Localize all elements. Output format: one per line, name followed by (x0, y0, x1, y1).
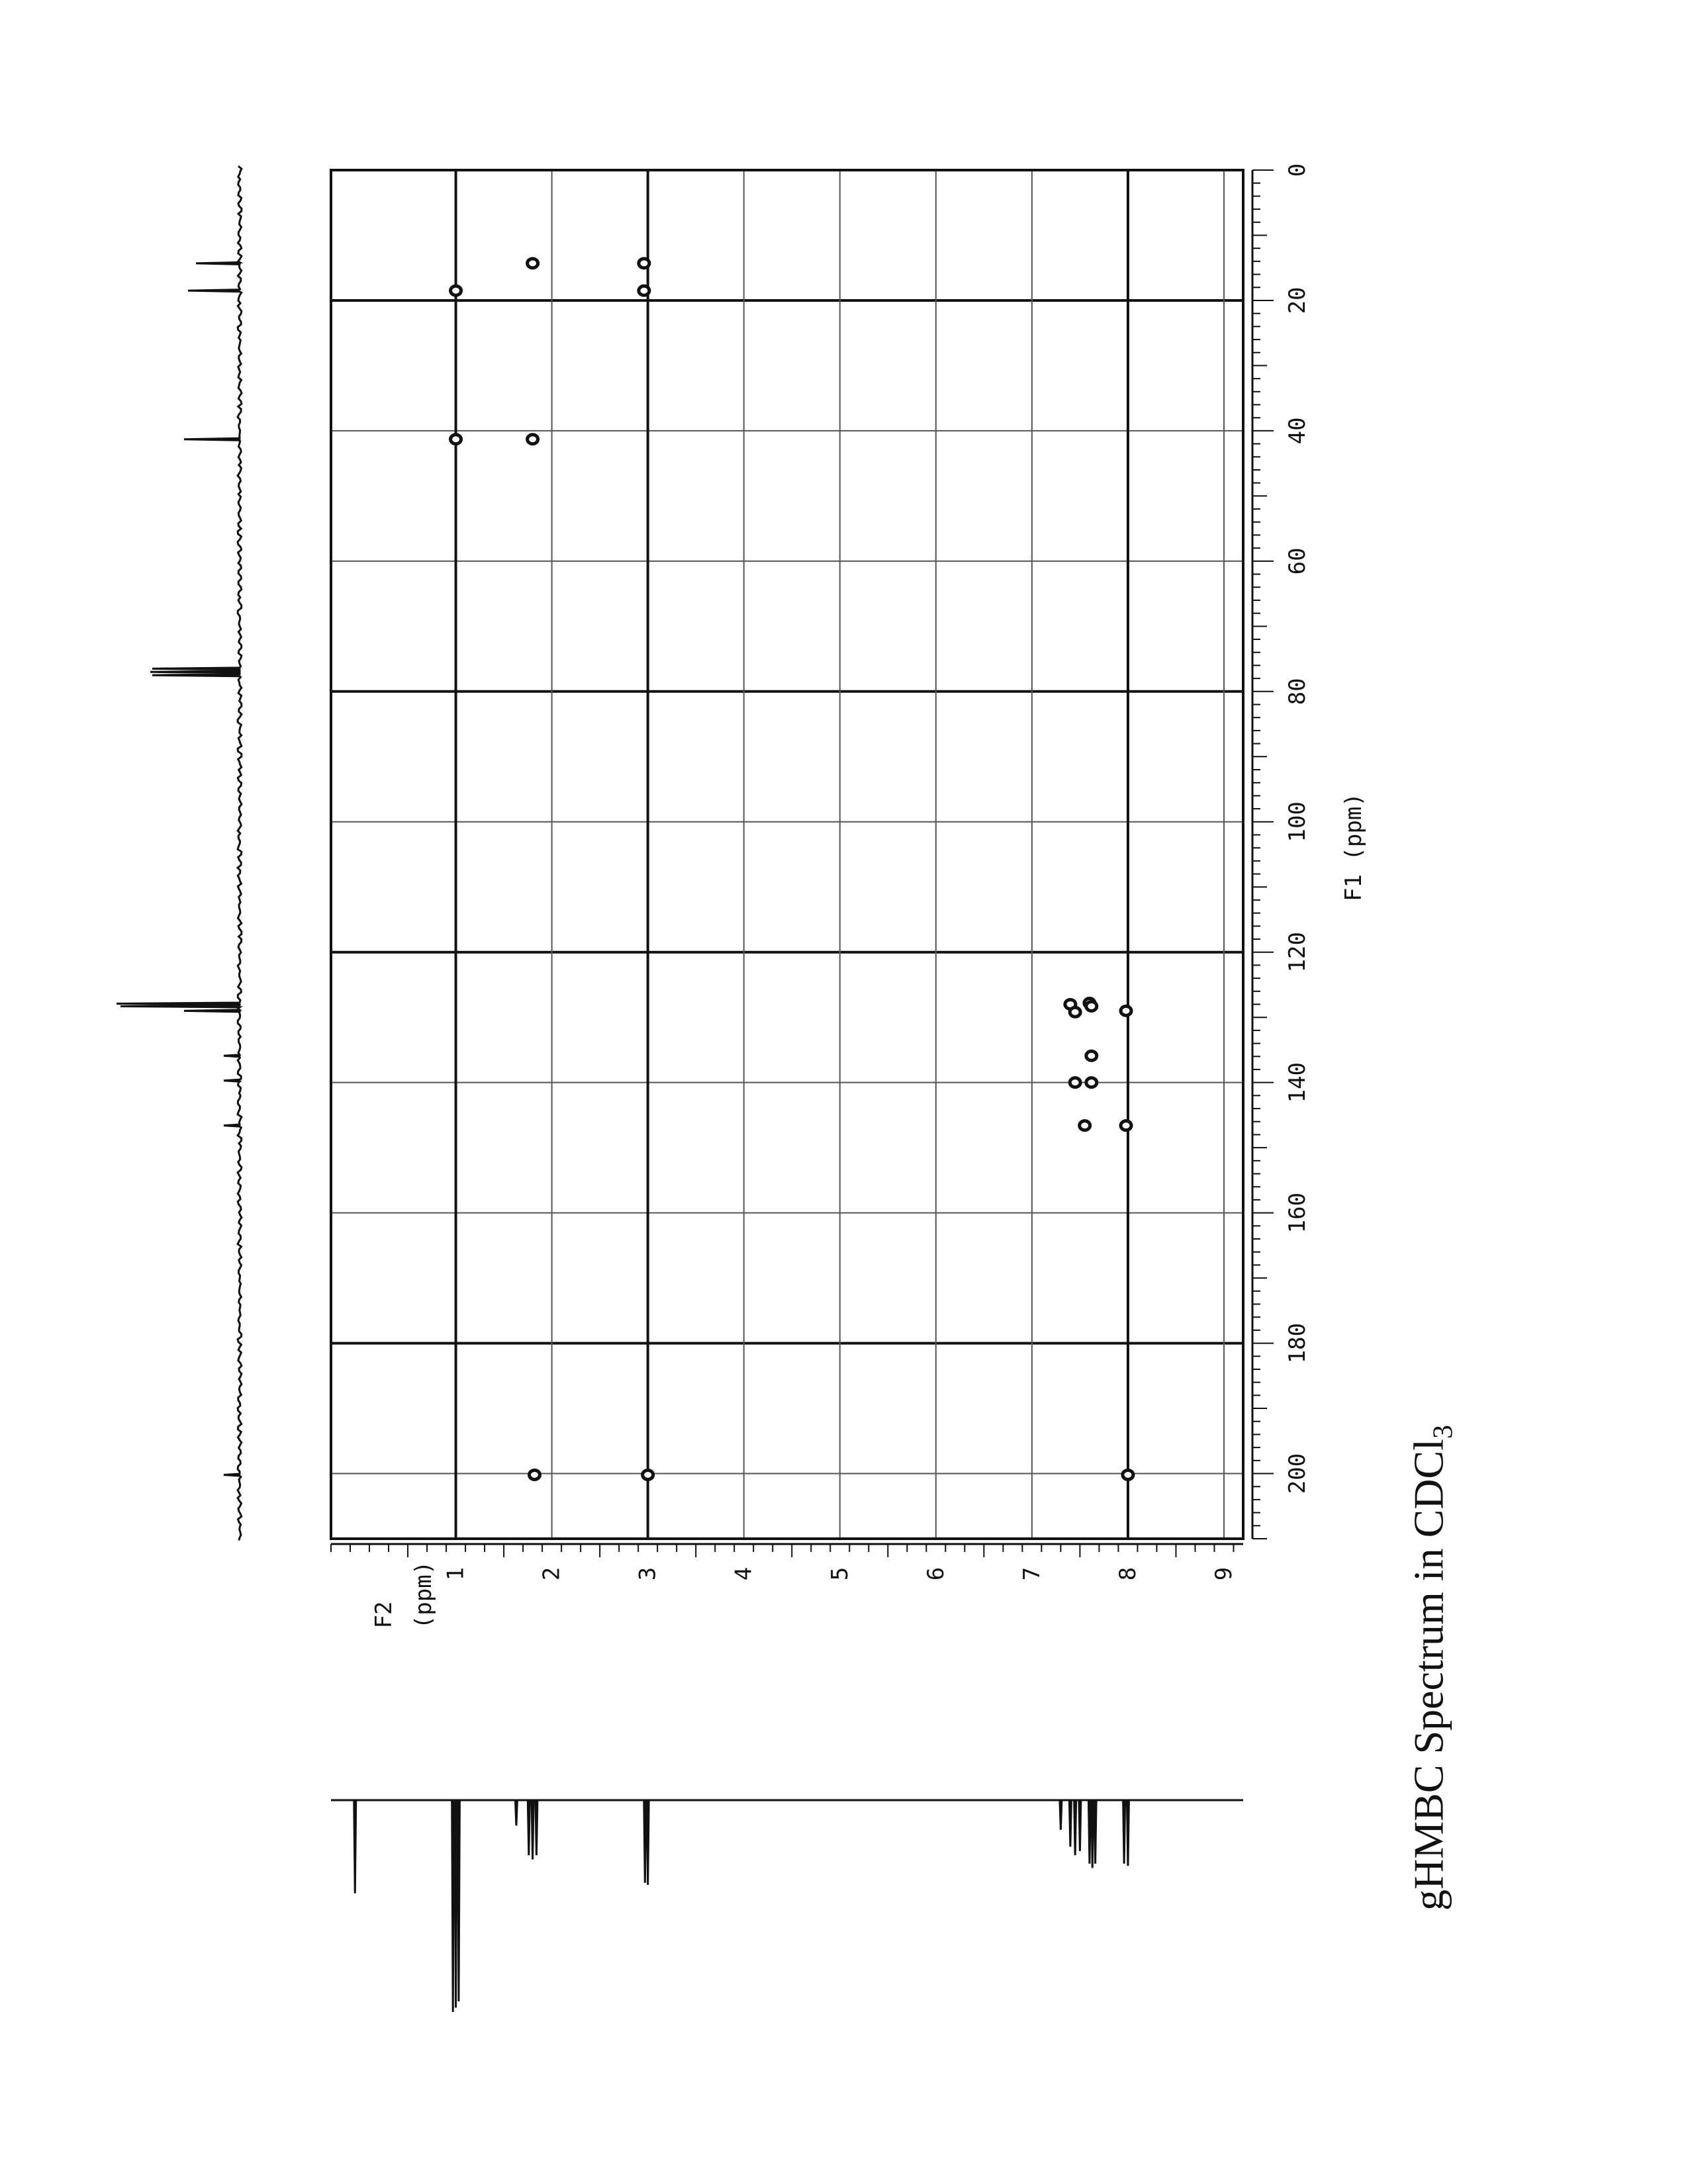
f2-tick-label: 8 (1114, 1567, 1141, 1581)
f2-tick-label: 3 (634, 1567, 661, 1581)
cross-peak (639, 259, 649, 268)
cross-peak (1086, 1001, 1097, 1011)
f2-tick-label: 4 (730, 1567, 757, 1581)
cross-peak (643, 1470, 653, 1479)
f1-tick-label: 40 (1284, 417, 1311, 445)
f2-tick-label: 7 (1018, 1567, 1045, 1581)
f2-tick-label: 6 (922, 1567, 949, 1581)
cross-peak (1121, 1121, 1131, 1130)
cross-peak (528, 259, 538, 268)
caption-text: gHMBC Spectrum in CDCl (1405, 1439, 1452, 1911)
cross-peak (1070, 1078, 1080, 1087)
cross-peak (451, 435, 461, 444)
f2-tick-label: 1 (442, 1567, 469, 1581)
f2-tick-label: 5 (826, 1567, 853, 1581)
cross-peak (1123, 1470, 1133, 1479)
caption-subscript: 3 (1428, 1425, 1459, 1439)
f1-tick-label: 140 (1284, 1062, 1311, 1103)
f1-tick-label: 120 (1284, 932, 1311, 973)
f1-axis-label: F1 (ppm) (1340, 793, 1367, 901)
cross-peak (1070, 1007, 1080, 1017)
f2-axis-label: F2 (371, 1601, 397, 1629)
cross-peak (1086, 1051, 1097, 1060)
figure-caption (1405, 1425, 1460, 1911)
f1-tick-label: 60 (1284, 547, 1311, 575)
cross-peak (1080, 1121, 1090, 1130)
f1-tick-label: 20 (1284, 287, 1311, 314)
f1-tick-label: 160 (1284, 1192, 1311, 1234)
cross-peak (530, 1470, 540, 1479)
f1-tick-label: 80 (1284, 678, 1311, 705)
f1-tick-label: 200 (1284, 1453, 1311, 1494)
cross-peak (528, 435, 538, 444)
f1-tick-label: 180 (1284, 1322, 1311, 1364)
f2-tick-label: 9 (1210, 1567, 1237, 1581)
cross-peak (451, 286, 461, 295)
cross-peak (1121, 1006, 1131, 1015)
f1-tick-label: 100 (1284, 801, 1311, 842)
f1-tick-label: 0 (1284, 163, 1311, 177)
f2-axis-unit-label: (ppm) (410, 1561, 437, 1629)
cross-peak (639, 286, 649, 295)
f2-tick-label: 2 (538, 1567, 565, 1581)
cross-peak (1086, 1078, 1097, 1087)
